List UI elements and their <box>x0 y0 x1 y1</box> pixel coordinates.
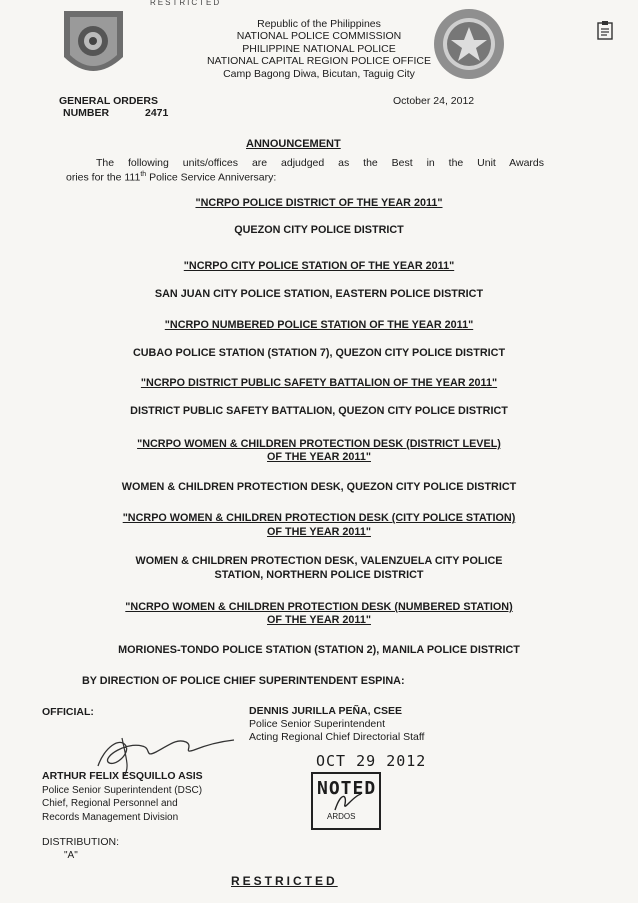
award-category-line2: OF THE YEAR 2011" <box>267 526 371 538</box>
direction-line: BY DIRECTION OF POLICE CHIEF SUPERINTENDENT ESPINA: <box>82 675 405 687</box>
general-orders-label: GENERAL ORDERS <box>59 95 158 107</box>
award-category: "NCRPO DISTRICT PUBLIC SAFETY BATTALION OF THE YEAR 2011" <box>140 377 498 389</box>
award-winner: MORIONES-TONDO POLICE STATION (STATION 2), MANILA POLICE DISTRICT <box>118 644 520 656</box>
official-name: ARTHUR FELIX ESQUILLO ASIS <box>42 770 203 782</box>
noted-stamp <box>311 772 381 830</box>
signatory-rank: Police Senior Superintendent <box>249 718 386 730</box>
award-winner: WOMEN & CHILDREN PROTECTION DESK, QUEZON CITY POLICE DISTRICT <box>121 481 517 493</box>
award-category: "NCRPO NUMBERED POLICE STATION OF THE YEAR 2011" <box>164 319 474 331</box>
award-winner: QUEZON CITY POLICE DISTRICT <box>234 224 404 236</box>
official-label: OFFICIAL: <box>42 706 94 718</box>
agency-header <box>0 18 638 80</box>
award-category: "NCRPO POLICE DISTRICT OF THE YEAR 2011" <box>195 197 443 209</box>
announcement-intro-line2: ories for the 111th Police Service Anniversary: <box>66 171 277 184</box>
award-winner: CUBAO POLICE STATION (STATION 7), QUEZON CITY POLICE DISTRICT <box>132 347 506 359</box>
award-winner: SAN JUAN CITY POLICE STATION, EASTERN POLICE DISTRICT <box>154 288 484 300</box>
distribution-label: DISTRIBUTION: <box>42 836 120 848</box>
number-label: NUMBER <box>63 107 110 119</box>
signatory-position: Acting Regional Chief Directorial Staff <box>249 731 425 743</box>
award-category: "NCRPO WOMEN & CHILDREN PROTECTION DESK (CITY POLICE STATION) <box>122 512 516 524</box>
award-winner-line2: STATION, NORTHERN POLICE DISTRICT <box>214 569 424 581</box>
order-date: October 24, 2012 <box>393 95 475 107</box>
official-position-line1: Chief, Regional Personnel and <box>42 798 178 809</box>
header-address: Camp Bagong Diwa, Bicutan, Taguig City <box>223 67 415 80</box>
award-category: "NCRPO CITY POLICE STATION OF THE YEAR 2011" <box>183 260 455 272</box>
noted-label: NOTED <box>317 778 377 799</box>
official-rank: Police Senior Superintendent (DSC) <box>42 784 203 796</box>
footer-classification: RESTRICTED <box>231 874 338 888</box>
top-classification: RESTRICTED <box>150 0 222 5</box>
noted-sub-label: ARDOS <box>327 812 356 821</box>
award-category-line2: OF THE YEAR 2011" <box>267 451 371 463</box>
award-winner: DISTRICT PUBLIC SAFETY BATTALION, QUEZON CITY POLICE DISTRICT <box>130 405 508 417</box>
signatory-block <box>249 705 424 744</box>
header-napolcom: NATIONAL POLICE COMMISSION <box>236 30 402 43</box>
header-republic: Republic of the Philippines <box>257 18 381 30</box>
announcement-title: ANNOUNCEMENT <box>246 138 341 150</box>
official-position-line2: Records Management Division <box>42 811 179 823</box>
award-category: "NCRPO WOMEN & CHILDREN PROTECTION DESK (NUMBERED STATION) <box>125 601 513 613</box>
signatory-name: DENNIS JURILLA PEÑA, CSEE <box>249 705 403 717</box>
header-pnp: PHILIPPINE NATIONAL POLICE <box>242 42 396 55</box>
official-block <box>42 770 203 824</box>
distribution-value: "A" <box>64 850 78 861</box>
award-category: "NCRPO WOMEN & CHILDREN PROTECTION DESK (DISTRICT LEVEL) <box>137 438 501 450</box>
announcement-intro-line1: The following units/offices are adjudged as the Best in the Unit Awards <box>96 157 544 169</box>
award-winner: WOMEN & CHILDREN PROTECTION DESK, VALENZUELA CITY POLICE <box>135 555 503 567</box>
header-ncrpo: NATIONAL CAPITAL REGION POLICE OFFICE <box>206 55 432 68</box>
award-category-line2: OF THE YEAR 2011" <box>267 614 371 626</box>
stamp-date: OCT 29 2012 <box>316 752 427 770</box>
order-number: 2471 <box>145 107 169 119</box>
